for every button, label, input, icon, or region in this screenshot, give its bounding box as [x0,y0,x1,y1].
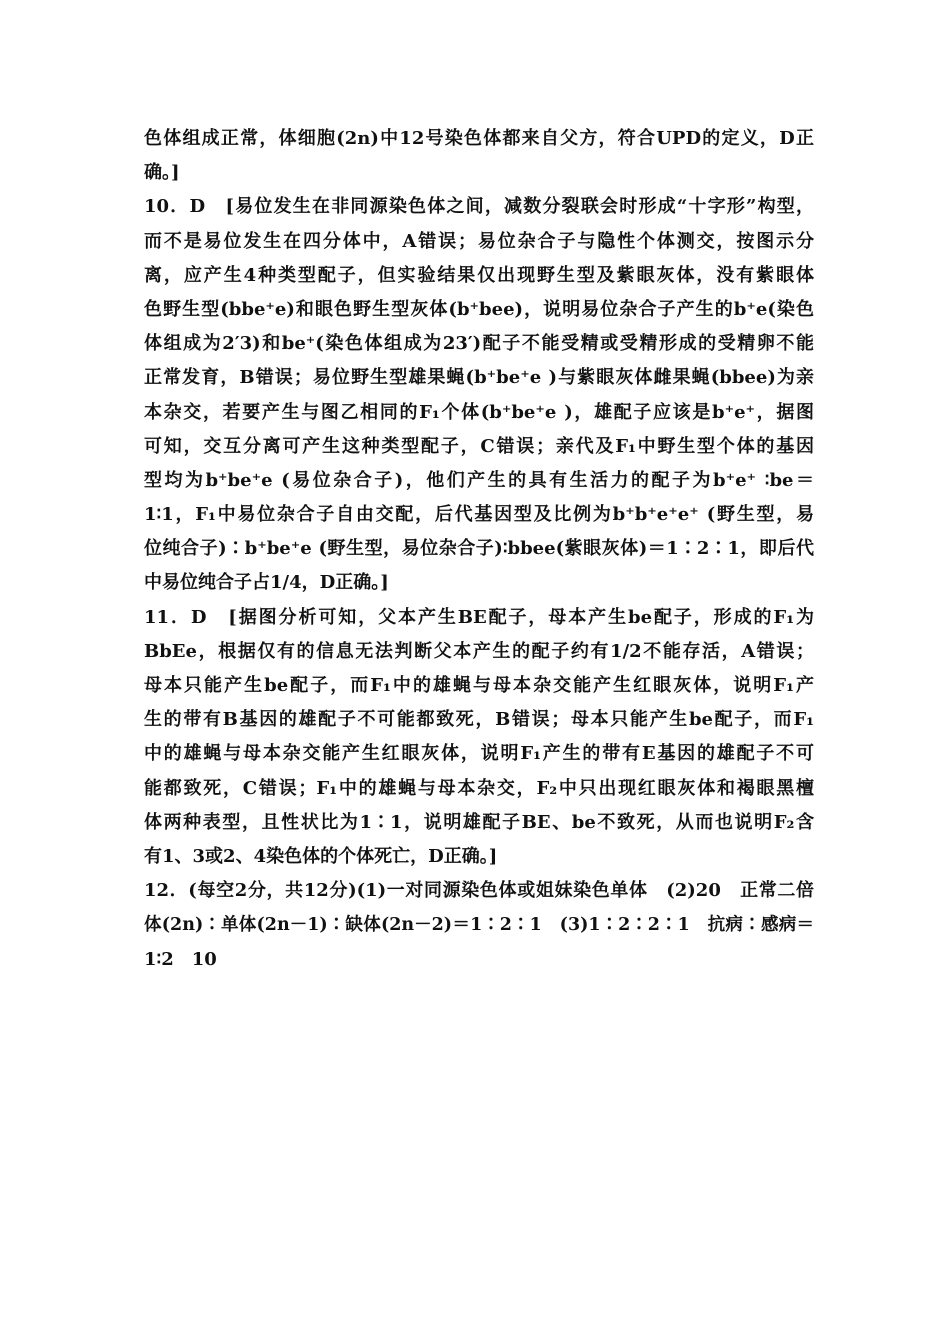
document-page [144,122,814,977]
text-line: 色野生型(bbe⁺e)和眼色野生型灰体(b⁺bee)，说明易位杂合子产生的b⁺e(染色 [144,298,814,320]
text-line: 体(2n)∶单体(2n－1)∶缺体(2n－2)＝1∶2∶1 (3)1∶2∶2∶1 抗病∶感病＝ [144,915,814,936]
text-line: 可知，交互分离可产生这种类型配子，C错误；亲代及F₁中野生型个体的基因 [144,435,814,457]
text-line: 体组成为2′3)和be⁺(染色体组成为23′)配子不能受精或受精形成的受精卵不能 [144,333,814,355]
text-line: 11．D [据图分析可知，父本产生BE配子，母本产生be配子，形成的F₁为 [144,606,814,628]
text-line: 有1、3或2、4染色体的个体死亡，D正确。] [144,845,498,867]
text-line: 母本只能产生be配子，而F₁中的雄蝇与母本杂交能产生红眼灰体，说明F₁产 [144,675,814,696]
text-line: 而不是易位发生在四分体中，A错误；易位杂合子与隐性个体测交，按图示分 [144,230,814,252]
answer-11 [144,601,814,875]
text-line: 型均为b⁺be⁺e (易位杂合子)，他们产生的具有生活力的配子为b⁺e⁺ ∶be＝ [144,469,814,491]
text-line: 本杂交，若要产生与图乙相同的F₁个体(b⁺be⁺e )，雄配子应该是b⁺e⁺，据图 [144,401,814,423]
answer-10 [144,190,814,600]
text-line: 能都致死，C错误；F₁中的雄蝇与母本杂交，F₂中只出现红眼灰体和褐眼黑檀 [144,777,814,799]
text-line: 中易位纯合子占1/4，D正确。] [144,572,389,594]
text-line: 正常发育，B错误；易位野生型雄果蝇(b⁺be⁺e )与紫眼灰体雌果蝇(bbee)为亲 [144,367,814,389]
text-line: BbEe，根据仅有的信息无法判断父本产生的配子约有1/2不能存活，A错误； [144,640,814,662]
paragraph-continuation [144,122,814,190]
text-line: 色体组成正常，体细胞(2n)中12号染色体都来自父方，符合UPD的定义，D正 [144,128,814,149]
text-line: 生的带有B基因的雄配子不可能都致死，B错误；母本只能产生be配子，而F₁ [144,709,814,731]
text-line: 12．(每空2分，共12分)(1)一对同源染色体或姐妹染色单体 (2)20 正常二倍 [144,880,814,902]
text-line: 离，应产生4种类型配子，但实验结果仅出现野生型及紫眼灰体，没有紫眼体 [144,264,814,286]
text-line: 中的雄蝇与母本杂交能产生红眼灰体，说明F₁产生的带有E基因的雄配子不可 [144,743,814,765]
text-line: 10．D [易位发生在非同源染色体之间，减数分裂联会时形成“十字形”构型， [144,196,814,218]
text-line: 位纯合子)∶b⁺be⁺e (野生型，易位杂合子)∶bbee(紫眼灰体)＝1∶2∶1，即后代 [144,538,814,560]
answer-12 [144,874,814,977]
text-line: 1∶2 10 [144,948,217,970]
text-line: 确。] [144,162,180,184]
text-line: 1∶1，F₁中易位杂合子自由交配，后代基因型及比例为b⁺b⁺e⁺e⁺ (野生型，易 [144,504,814,526]
text-line: 体两种表型，且性状比为1∶1，说明雄配子BE、be不致死，从而也说明F₂含 [144,811,814,833]
